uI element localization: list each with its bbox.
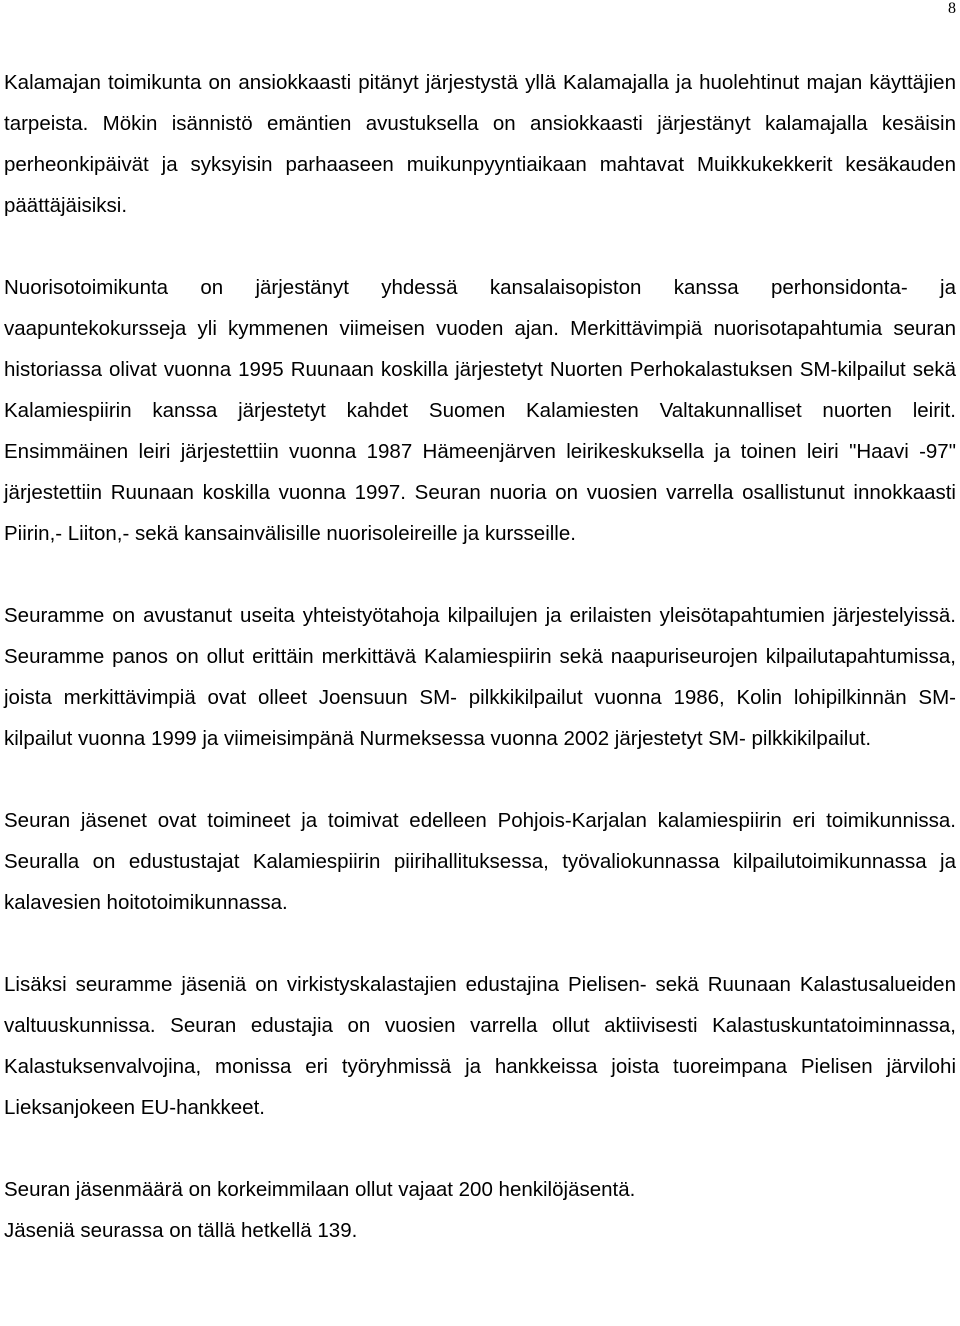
paragraph-gap	[4, 226, 956, 267]
paragraph-gap	[4, 923, 956, 964]
paragraph-gap	[4, 759, 956, 800]
paragraph-jasenia-nyt: Jäseniä seurassa on tällä hetkellä 139.	[4, 1219, 358, 1242]
paragraph-edustajat: Lisäksi seuramme jäseniä on virkistyskalastajien edustajina Pielisen- sekä Ruunaan Kalastusalueiden valtuuskunnissa. Seuran edustajia on vuosien varrella ollut aktiivisesti Kalastuskuntatoiminnassa, Kalastuksenvalvojina, monissa eri työryhmissä ja hankkeissa joista tuoreimpana Pielisen järvilohi Lieksanjokeen EU-hankkeet.	[4, 973, 956, 1119]
paragraph-nuorisotoimikunta: Nuorisotoimikunta on järjestänyt yhdessä kansalaisopiston kanssa perhonsidonta- ja vaapuntekokursseja yli kymmenen viimeisen vuoden ajan. Merkittävimpiä nuorisotapahtumia seuran historiassa olivat vuonna 1995 Ruunaan koskilla järjestetyt Nuorten Perhokalastuksen SM-kilpailut sekä Kalamiespiirin kanssa järjestetyt kahdet Suomen Kalamiesten Valtakunnalliset nuorten leirit. Ensimmäinen leiri järjestettiin vuonna 1987 Hämeenjärven leirikeskuksella ja toinen leiri "Haavi -97" järjestettiin Ruunaan koskilla vuonna 1997. Seuran nuoria on vuosien varrella osallistunut innokkaasti Piirin,- Liiton,- sekä kansainvälisille nuorisoleireille ja kursseille.	[4, 276, 956, 545]
paragraph-yhteistyo: Seuramme on avustanut useita yhteistyötahoja kilpailujen ja erilaisten yleisötapahtumien järjestelyissä. Seuramme panos on ollut erittäin merkittävä Kalamiespiirin sekä naapuriseurojen kilpailutapahtumissa, joista merkittävimpiä ovat olleet Joensuun SM- pilkkikilpailut vuonna 1986, Kolin lohipilkinnän SM- kilpailut vuonna 1999 ja viimeisimpänä Nurmeksessa vuonna 2002 järjestetyt SM- pilkkikilpailut.	[4, 604, 956, 750]
paragraph-piiri: Seuran jäsenet ovat toimineet ja toimivat edelleen Pohjois-Karjalan kalamiespiirin eri toimikunnissa. Seuralla on edustustajat Kalamiespiirin piirihallituksessa, työvaliokunnassa kilpailutoimikunnassa ja kalavesien hoitotoimikunnassa.	[4, 809, 956, 914]
paragraph-gap	[4, 554, 956, 595]
paragraph-gap	[4, 1128, 956, 1169]
page-number: 8	[948, 0, 956, 17]
document-body	[4, 62, 956, 1251]
paragraph-kalamaja: Kalamajan toimikunta on ansiokkaasti pitänyt järjestystä yllä Kalamajalla ja huolehtinut majan käyttäjien tarpeista. Mökin isännistö emäntien avustuksella on ansiokkaasti järjestänyt kalamajalla kesäisin perheonkipäivät ja syksyisin parhaaseen muikunpyyntiaikaan mahtavat Muikkukekkerit kesäkauden päättäjäisiksi.	[4, 71, 956, 217]
paragraph-jasenmaara: Seuran jäsenmäärä on korkeimmilaan ollut vajaat 200 henkilöjäsentä.	[4, 1178, 636, 1201]
